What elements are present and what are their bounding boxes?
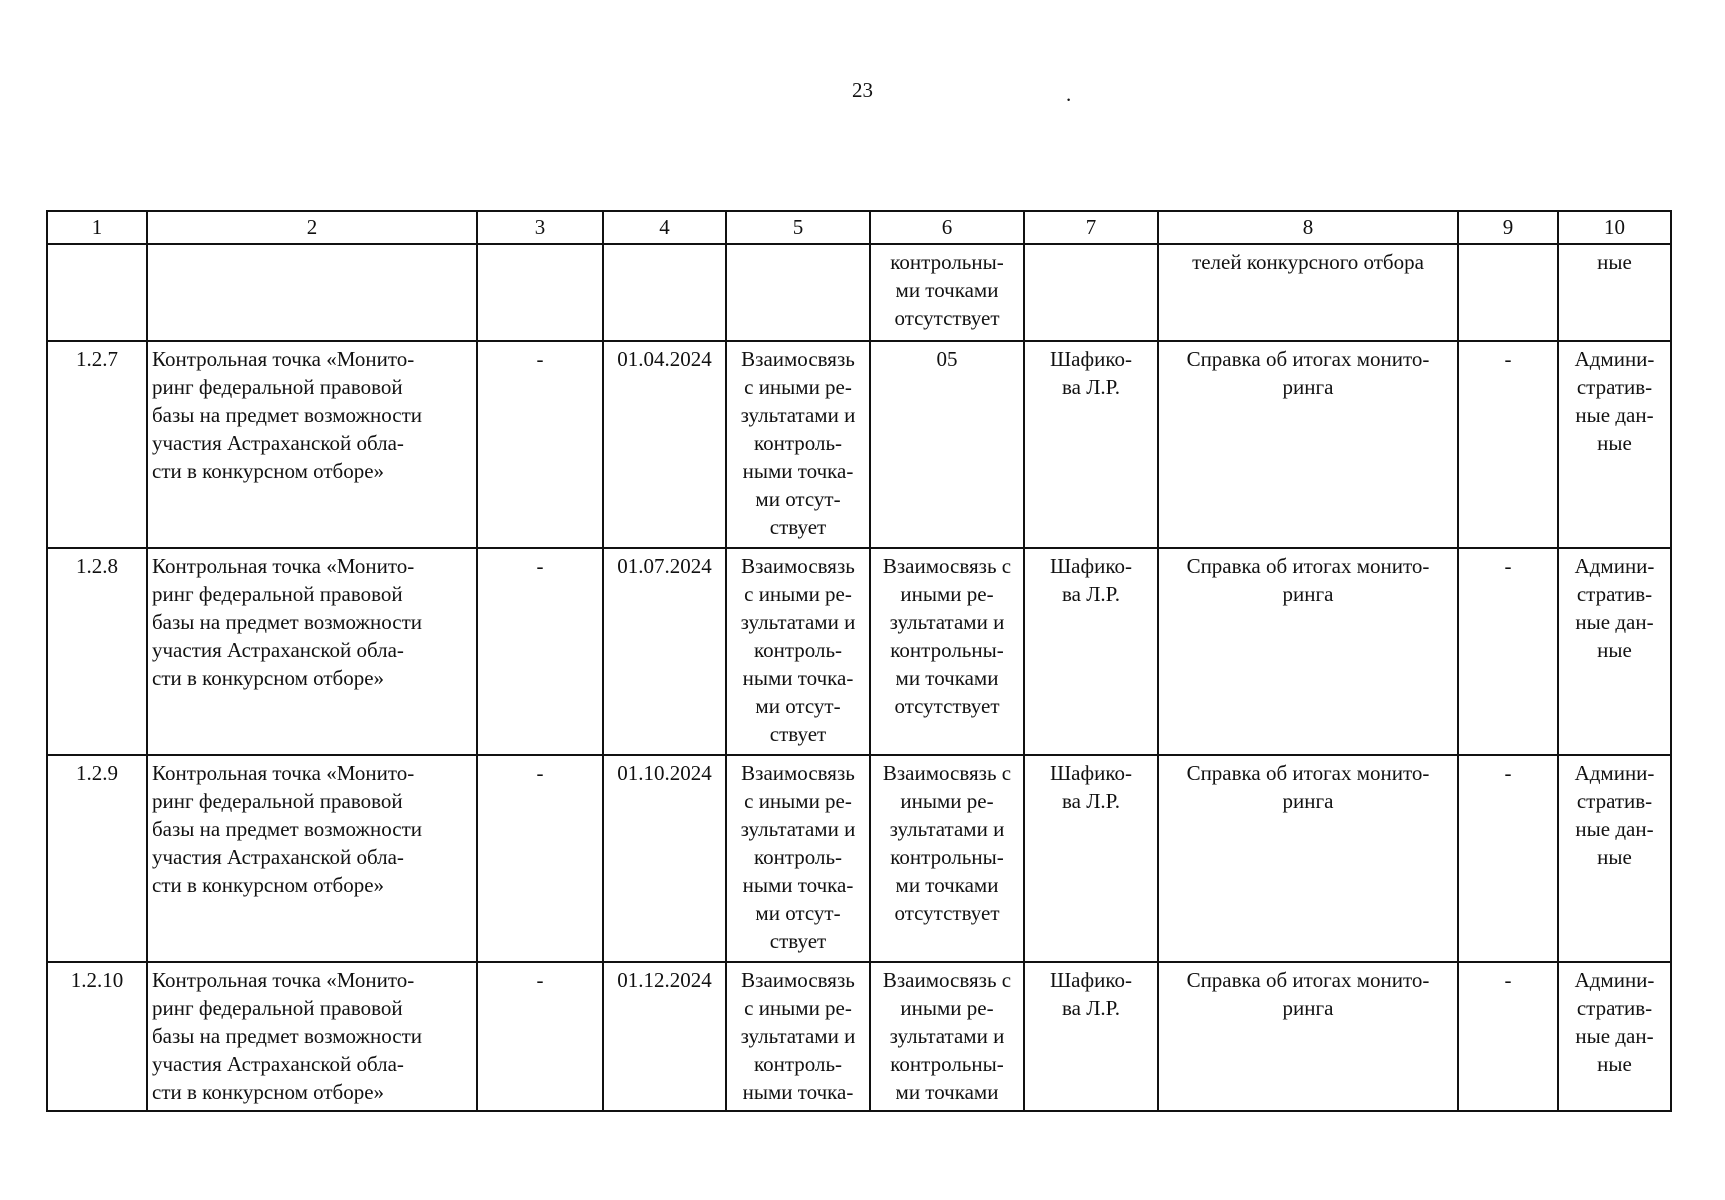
header-cell: 10	[1558, 211, 1671, 244]
cell-document: Справка об итогах монито- ринга	[1158, 548, 1458, 755]
header-cell: 5	[726, 211, 870, 244]
header-cell: 4	[603, 211, 726, 244]
cell-empty	[147, 244, 477, 341]
table-row	[47, 341, 1671, 548]
cell-document: Справка об итогах монито- ринга	[1158, 341, 1458, 548]
continuation-row	[47, 244, 1671, 341]
header-cell: 2	[147, 211, 477, 244]
cell-number: 1.2.9	[47, 755, 147, 962]
cell-source: Админи- стратив- ные дан- ные	[1558, 548, 1671, 755]
cell-responsible: Шафико- ва Л.Р.	[1024, 548, 1158, 755]
header-cell: 6	[870, 211, 1024, 244]
cell-empty	[1024, 244, 1158, 341]
cell-col9: -	[1458, 755, 1558, 962]
cell-relation-results: Взаимосвязь с иными ре- зультатами и контроль- ными точка- ми отсут- ствует	[726, 755, 870, 962]
table-row	[47, 755, 1671, 962]
cell-empty	[1458, 244, 1558, 341]
plan-table	[46, 210, 1672, 1112]
cell-name: Контрольная точка «Монито- ринг федеральной правовой базы на предмет возможности участия Астраханской обла- сти в конкурсном отборе»	[147, 962, 477, 1111]
cell-col3: -	[477, 341, 603, 548]
cell-relation-results: Взаимосвязь с иными ре- зультатами и контроль- ными точка- ми отсут- ствует	[726, 548, 870, 755]
header-cell: 8	[1158, 211, 1458, 244]
header-cell: 1	[47, 211, 147, 244]
table-row	[47, 962, 1671, 1111]
cell-number: 1.2.10	[47, 962, 147, 1111]
cell-relation-points: Взаимосвязь с иными ре- зультатами и контрольны- ми точками отсутствует	[870, 755, 1024, 962]
cell-date: 01.10.2024	[603, 755, 726, 962]
cell-col9: -	[1458, 962, 1558, 1111]
cell-source: Админи- стратив- ные дан- ные	[1558, 755, 1671, 962]
cell-empty	[726, 244, 870, 341]
table-row	[47, 548, 1671, 755]
cell-relation-results: Взаимосвязь с иными ре- зультатами и контроль- ными точка- ми отсут- ствует	[726, 341, 870, 548]
cell-relation-points: 05	[870, 341, 1024, 548]
cell-col3: -	[477, 548, 603, 755]
cell-empty	[47, 244, 147, 341]
cell-number: 1.2.8	[47, 548, 147, 755]
cell-document: Справка об итогах монито- ринга	[1158, 755, 1458, 962]
cell-col9: -	[1458, 341, 1558, 548]
header-cell: 9	[1458, 211, 1558, 244]
cell-name: Контрольная точка «Монито- ринг федеральной правовой базы на предмет возможности участия Астраханской обла- сти в конкурсном отборе»	[147, 548, 477, 755]
cell-relation-cont: контрольны- ми точками отсутствует	[870, 244, 1024, 341]
cell-number: 1.2.7	[47, 341, 147, 548]
cell-source: Админи- стратив- ные дан- ные	[1558, 341, 1671, 548]
header-row	[47, 211, 1671, 244]
cell-responsible: Шафико- ва Л.Р.	[1024, 755, 1158, 962]
cell-name: Контрольная точка «Монито- ринг федеральной правовой базы на предмет возможности участия Астраханской обла- сти в конкурсном отборе»	[147, 341, 477, 548]
cell-relation-points: Взаимосвязь с иными ре- зультатами и контрольны- ми точками	[870, 962, 1024, 1111]
cell-col9: -	[1458, 548, 1558, 755]
stray-dot: .	[1066, 82, 1072, 106]
cell-empty	[603, 244, 726, 341]
header-cell: 3	[477, 211, 603, 244]
cell-responsible: Шафико- ва Л.Р.	[1024, 341, 1158, 548]
cell-doc-cont: телей конкурсного отбора	[1158, 244, 1458, 341]
cell-col3: -	[477, 755, 603, 962]
cell-relation-points: Взаимосвязь с иными ре- зультатами и контрольны- ми точками отсутствует	[870, 548, 1024, 755]
cell-name: Контрольная точка «Монито- ринг федеральной правовой базы на предмет возможности участия Астраханской обла- сти в конкурсном отборе»	[147, 755, 477, 962]
cell-source-cont: ные	[1558, 244, 1671, 341]
cell-date: 01.04.2024	[603, 341, 726, 548]
cell-relation-results: Взаимосвязь с иными ре- зультатами и контроль- ными точка-	[726, 962, 870, 1111]
cell-empty	[477, 244, 603, 341]
cell-date: 01.07.2024	[603, 548, 726, 755]
cell-date: 01.12.2024	[603, 962, 726, 1111]
cell-responsible: Шафико- ва Л.Р.	[1024, 962, 1158, 1111]
header-cell: 7	[1024, 211, 1158, 244]
cell-source: Админи- стратив- ные дан- ные	[1558, 962, 1671, 1111]
cell-document: Справка об итогах монито- ринга	[1158, 962, 1458, 1111]
page-number: 23	[852, 78, 873, 102]
cell-col3: -	[477, 962, 603, 1111]
